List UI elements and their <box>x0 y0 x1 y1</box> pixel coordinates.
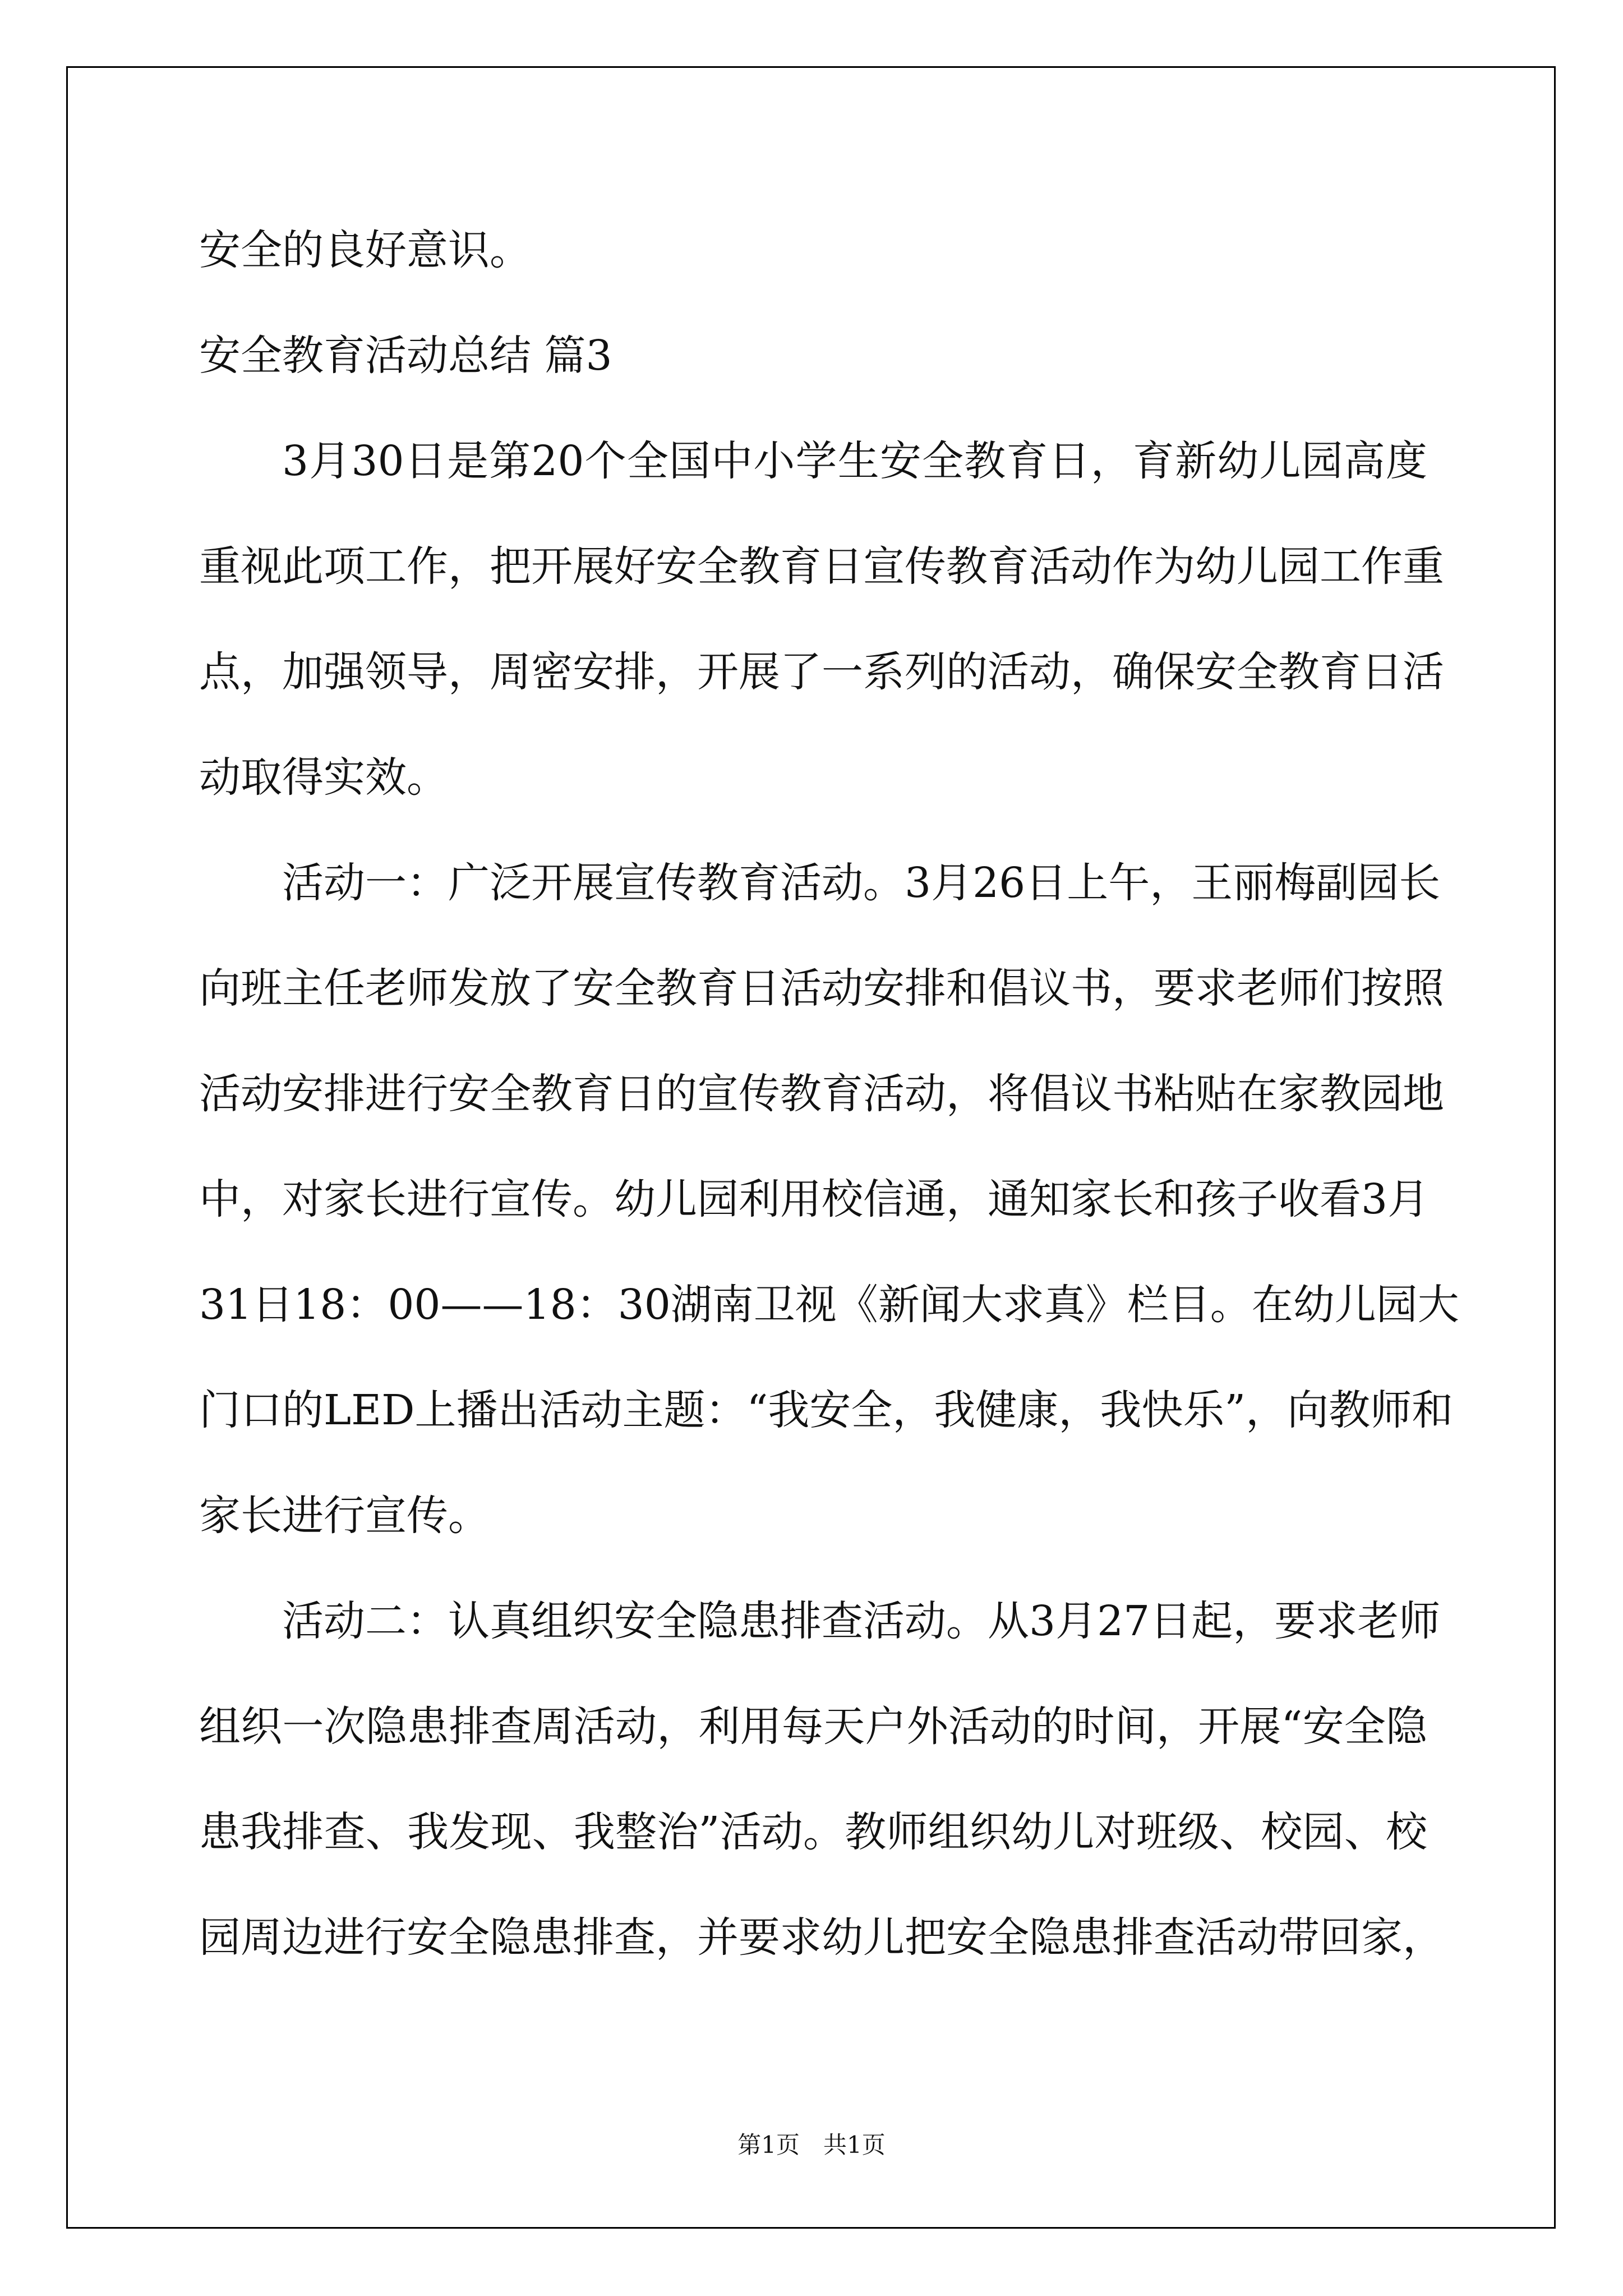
paragraph-line: 点，加强领导，周密安排，开展了一系列的活动，确保安全教育日活 <box>199 648 1444 696</box>
section-heading: 安全教育活动总结 篇3 <box>199 332 612 380</box>
paragraph-line: 园周边进行安全隐患排查，并要求幼儿把安全隐患排查活动带回家， <box>199 1913 1444 1962</box>
paragraph-line: 3月30日是第20个全国中小学生安全教育日，育新幼儿园高度 <box>282 437 1427 485</box>
paragraph-line: 患我排查、我发现、我整治”活动。教师组织幼儿对班级、校园、校 <box>199 1808 1427 1856</box>
page-border <box>66 66 1556 2229</box>
paragraph-line: 活动二：认真组织安全隐患排查活动。从3月27日起，要求老师 <box>282 1597 1441 1645</box>
paragraph-line: 向班主任老师发放了安全教育日活动安排和倡议书，要求老师们按照 <box>199 964 1444 1013</box>
paragraph-line: 活动一：广泛开展宣传教育活动。3月26日上午，王丽梅副园长 <box>282 859 1441 907</box>
text-line: 安全的良好意识。 <box>199 226 531 274</box>
paragraph-line: 中，对家长进行宣传。幼儿园利用校信通，通知家长和孩子收看3月 <box>199 1175 1430 1223</box>
page-footer: 第1页 共1页 <box>737 2131 886 2159</box>
paragraph-line: 门口的LED上播出活动主题：“我安全，我健康，我快乐”，向教师和 <box>199 1386 1454 1434</box>
paragraph-line: 组织一次隐患排查周活动，利用每天户外活动的时间，开展“安全隐 <box>199 1703 1427 1751</box>
paragraph-line: 31日18：00——18：30湖南卫视《新闻大求真》栏目。在幼儿园大 <box>199 1281 1459 1329</box>
paragraph-line: 重视此项工作，把开展好安全教育日宣传教育活动作为幼儿园工作重 <box>199 542 1444 591</box>
paragraph-line: 家长进行宣传。 <box>199 1492 490 1540</box>
paragraph-line: 活动安排进行安全教育日的宣传教育活动，将倡议书粘贴在家教园地 <box>199 1070 1444 1118</box>
paragraph-line: 动取得实效。 <box>199 753 448 802</box>
